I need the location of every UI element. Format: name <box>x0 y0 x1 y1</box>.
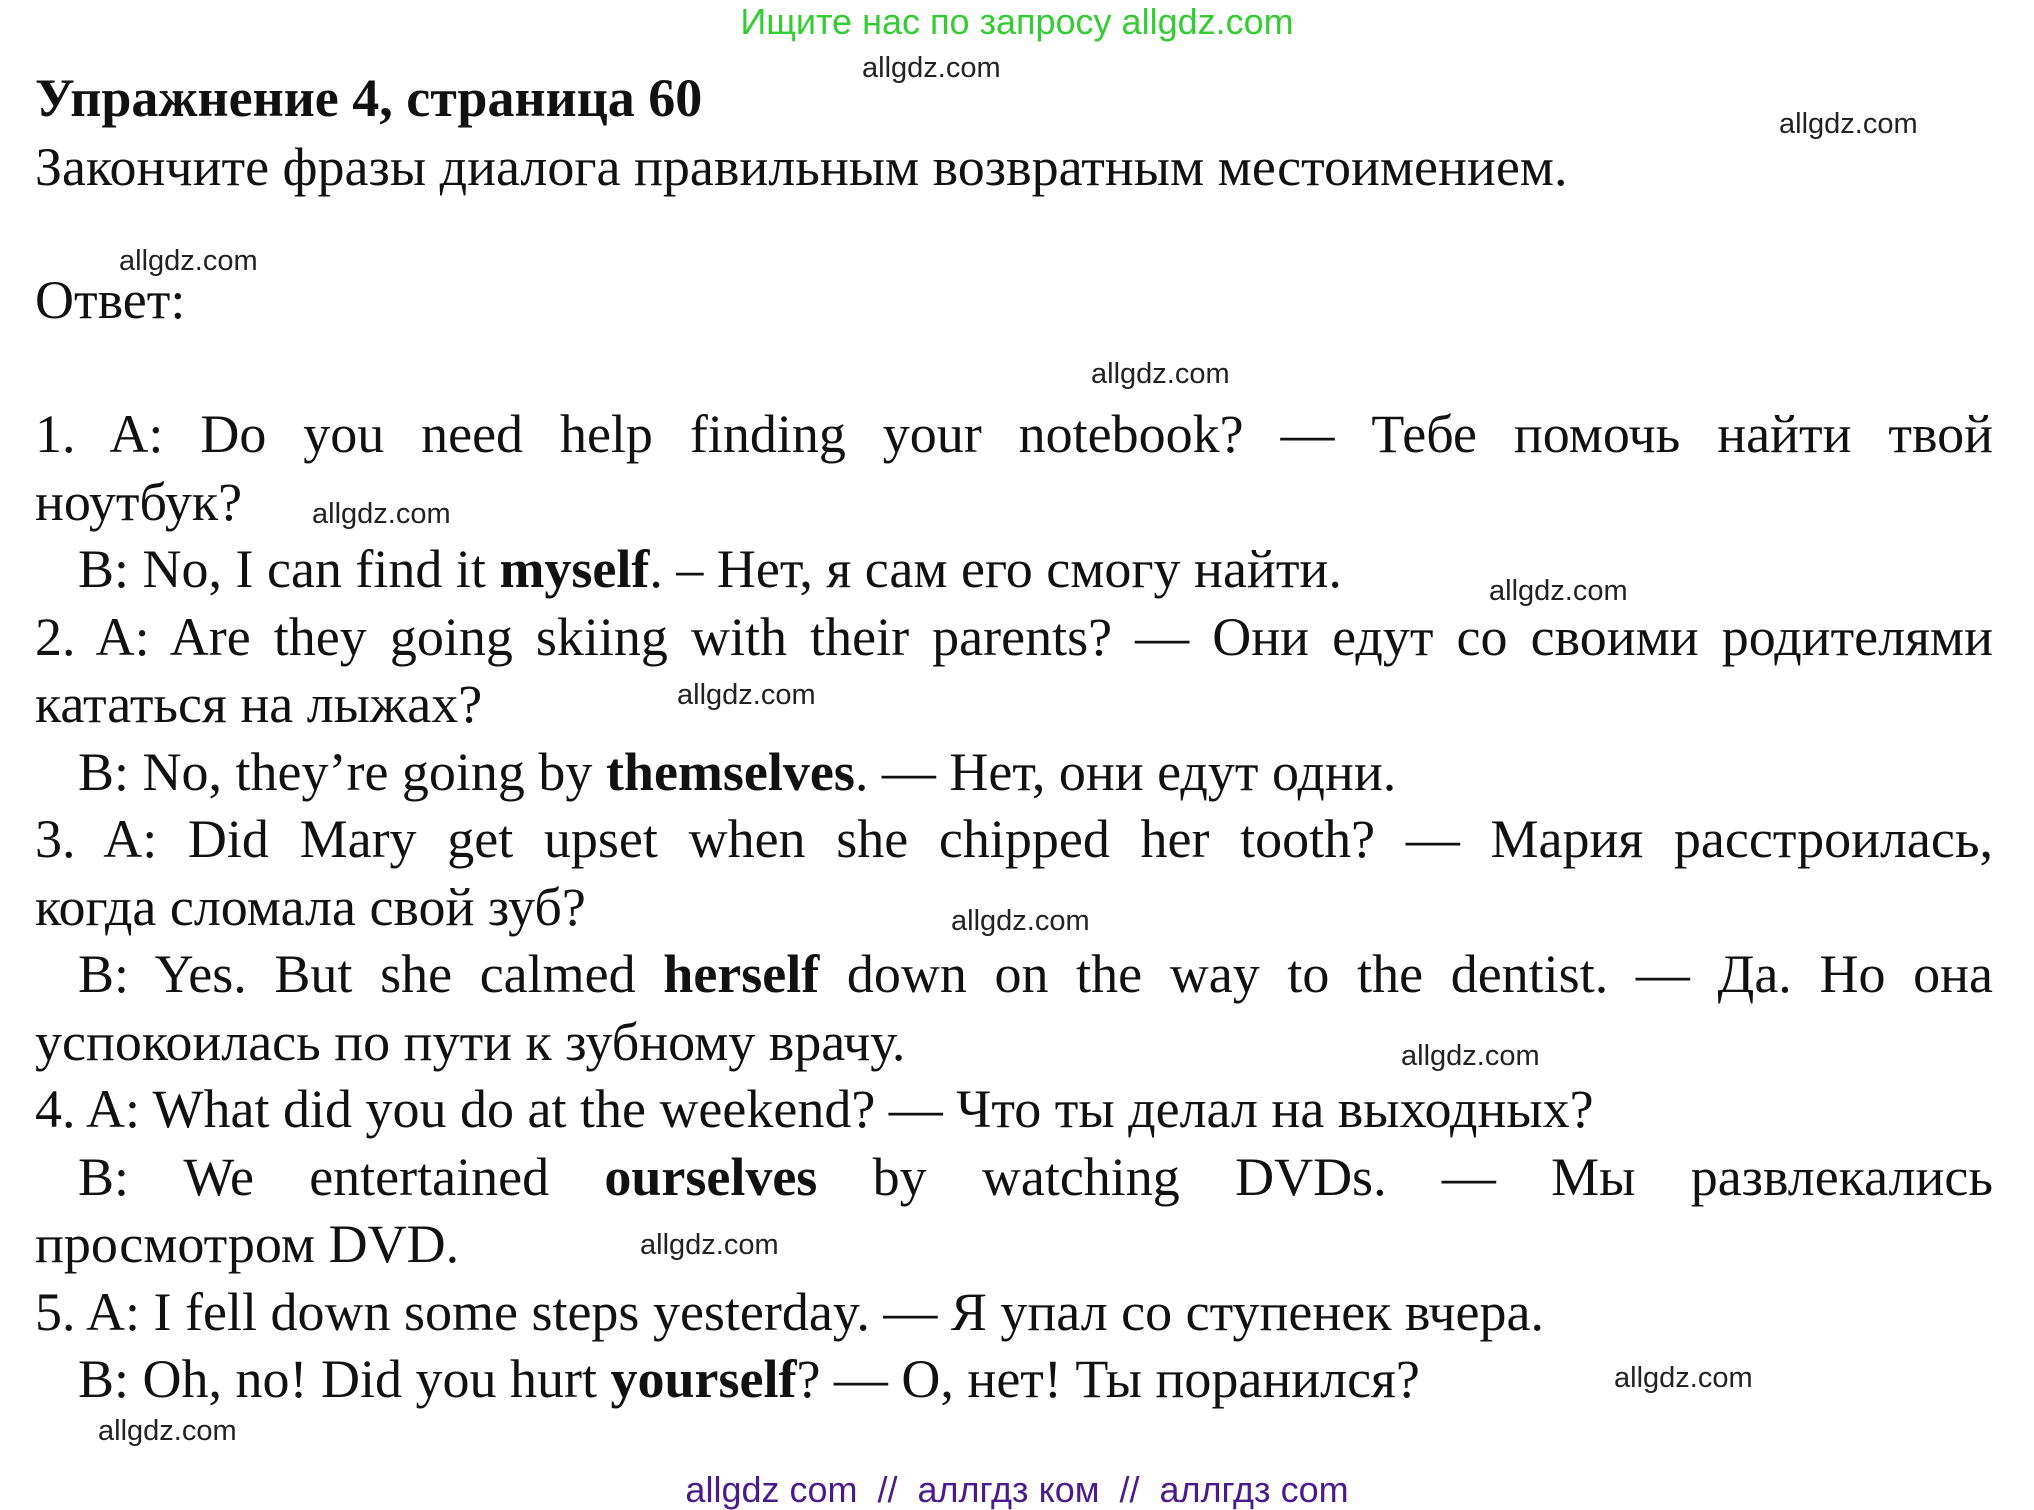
line-text: успокоилась по пути к зубному врачу. <box>35 1011 906 1072</box>
line-text: down on the way to the dentist. — Да. Но она <box>819 944 1993 1004</box>
answer-line <box>35 670 1993 738</box>
watermark: allgdz.com <box>98 1415 237 1447</box>
line-text: B: No, I can find it <box>78 539 500 599</box>
reflexive-pronoun: ourselves <box>604 1146 818 1207</box>
reflexive-pronoun: yourself <box>610 1349 797 1409</box>
line-text: ноутбук? <box>35 471 243 532</box>
answer-line <box>35 1008 1993 1076</box>
line-text: 2. A: Are they going skiing with their parents? — Они едут со своими родителями <box>35 606 1993 667</box>
line-text: B: No, they’re going by <box>78 741 606 802</box>
line-text: 1. A: Do you need help finding your notebook? — Тебе помочь найти твой <box>35 404 1993 464</box>
footer-watermark: allgdz com // аллгдз ком // аллгдз com <box>685 1469 1349 1510</box>
watermark: allgdz.com <box>951 905 1090 937</box>
watermark: allgdz.com <box>1779 108 1918 140</box>
answer-line <box>35 400 1993 468</box>
watermark: allgdz.com <box>1091 358 1230 390</box>
answer-label: Ответ: <box>35 270 186 330</box>
line-text: 3. A: Did Mary get upset when she chipped her tooth? — Мария расстроилась, <box>35 809 1993 869</box>
line-text: 4. A: What did you do at the weekend? — Что ты делал на выходных? <box>35 1079 1594 1139</box>
line-text: ? — О, нет! Ты поранился? <box>796 1349 1420 1409</box>
line-text: B: Oh, no! Did you hurt <box>78 1349 611 1409</box>
line-text: просмотром DVD. <box>35 1214 460 1274</box>
answer-line <box>78 940 1993 1008</box>
line-text: 5. A: I fell down some steps yesterday. — Я упал со ступенек вчера. <box>35 1281 1544 1342</box>
line-text: by watching DVDs. — Мы развлекались <box>817 1146 1993 1207</box>
watermark: allgdz.com <box>862 52 1001 84</box>
line-text: . — Нет, они едут одни. <box>854 741 1397 802</box>
line-text: . – Нет, я сам его смогу найти. <box>649 539 1342 599</box>
answer-line <box>78 1143 1993 1211</box>
watermark: allgdz.com <box>640 1229 779 1261</box>
exercise-instruction: Закончите фразы диалога правильным возвратным местоимением. <box>35 137 1568 197</box>
answer-line <box>35 603 1993 671</box>
watermark: allgdz.com <box>119 245 258 277</box>
answer-line <box>35 805 1993 873</box>
watermark: allgdz.com <box>1614 1362 1753 1394</box>
answer-line <box>78 738 1993 806</box>
watermark: allgdz.com <box>1489 575 1628 607</box>
watermark: allgdz.com <box>1401 1040 1540 1072</box>
line-text: B: Yes. But she calmed <box>78 944 664 1004</box>
reflexive-pronoun: myself <box>499 539 650 599</box>
line-text: кататься на лыжах? <box>35 674 483 734</box>
line-text: когда сломала свой зуб? <box>35 876 586 937</box>
watermark: allgdz.com <box>312 498 451 530</box>
watermark: allgdz.com <box>677 679 816 711</box>
answer-line <box>35 1075 1993 1143</box>
answer-line <box>78 535 1993 603</box>
reflexive-pronoun: themselves <box>605 741 855 802</box>
line-text: B: We entertained <box>78 1146 605 1207</box>
reflexive-pronoun: herself <box>663 944 820 1004</box>
search-banner: Ищите нас по запросу allgdz.com <box>740 1 1294 42</box>
answer-line <box>35 1278 1993 1346</box>
answer-line <box>35 1210 1993 1278</box>
exercise-title: Упражнение 4, страница 60 <box>35 68 703 128</box>
